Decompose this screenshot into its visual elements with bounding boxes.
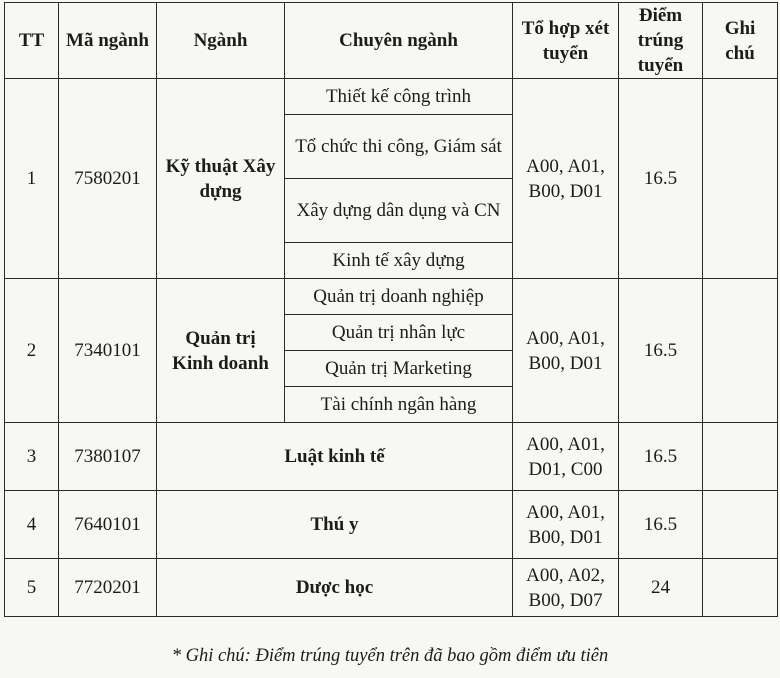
admission-table (4, 2, 778, 617)
row-tt: 1 (5, 79, 59, 279)
specialization-cell: Kinh tế xây dựng (285, 243, 513, 279)
header-to-hop: Tổ hợp xét tuyển (513, 3, 619, 79)
row-ghi-chu (703, 279, 778, 423)
specialization-cell: Xây dựng dân dụng và CN (285, 179, 513, 243)
row-to-hop: A00, A02, B00, D07 (513, 559, 619, 617)
row-ma-nganh: 7640101 (59, 491, 157, 559)
row-ma-nganh: 7340101 (59, 279, 157, 423)
row-to-hop: A00, A01, B00, D01 (513, 79, 619, 279)
specialization-cell: Tài chính ngân hàng (285, 387, 513, 423)
row-ma-nganh: 7580201 (59, 79, 157, 279)
specialization-cell: Quản trị doanh nghiệp (285, 279, 513, 315)
row-nganh: Dược học (157, 559, 513, 617)
specialization-cell: Tổ chức thi công, Giám sát (285, 115, 513, 179)
table-row (5, 559, 778, 617)
row-ma-nganh: 7720201 (59, 559, 157, 617)
row-tt: 3 (5, 423, 59, 491)
table-row (5, 279, 778, 315)
header-nganh: Ngành (157, 3, 285, 79)
row-ghi-chu (703, 559, 778, 617)
header-diem: Điểm trúng tuyển (619, 3, 703, 79)
row-ghi-chu (703, 491, 778, 559)
header-ma-nganh: Mã ngành (59, 3, 157, 79)
footnote: * Ghi chú: Điểm trúng tuyển trên đã bao gồm điểm ưu tiên (171, 646, 609, 666)
row-nganh: Luật kinh tế (157, 423, 513, 491)
specialization-cell: Quản trị nhân lực (285, 315, 513, 351)
row-ma-nganh: 7380107 (59, 423, 157, 491)
row-ghi-chu (703, 79, 778, 279)
specialization-cell: Quản trị Marketing (285, 351, 513, 387)
row-diem: 16.5 (619, 491, 703, 559)
row-nganh: Thú y (157, 491, 513, 559)
row-nganh: Quản trị Kinh doanh (157, 279, 285, 423)
header-tt: TT (5, 3, 59, 79)
header-chuyen-nganh: Chuyên ngành (285, 3, 513, 79)
row-nganh: Kỹ thuật Xây dựng (157, 79, 285, 279)
row-tt: 4 (5, 491, 59, 559)
row-diem: 16.5 (619, 79, 703, 279)
row-diem: 16.5 (619, 279, 703, 423)
header-row (5, 3, 778, 79)
table-row (5, 491, 778, 559)
table-row (5, 79, 778, 115)
row-tt: 2 (5, 279, 59, 423)
row-to-hop: A00, A01, B00, D01 (513, 279, 619, 423)
header-ghi-chu: Ghi chú (703, 3, 778, 79)
row-tt: 5 (5, 559, 59, 617)
row-ghi-chu (703, 423, 778, 491)
table-row (5, 423, 778, 491)
row-to-hop: A00, A01, B00, D01 (513, 491, 619, 559)
row-to-hop: A00, A01, D01, C00 (513, 423, 619, 491)
row-diem: 16.5 (619, 423, 703, 491)
row-diem: 24 (619, 559, 703, 617)
specialization-cell: Thiết kế công trình (285, 79, 513, 115)
